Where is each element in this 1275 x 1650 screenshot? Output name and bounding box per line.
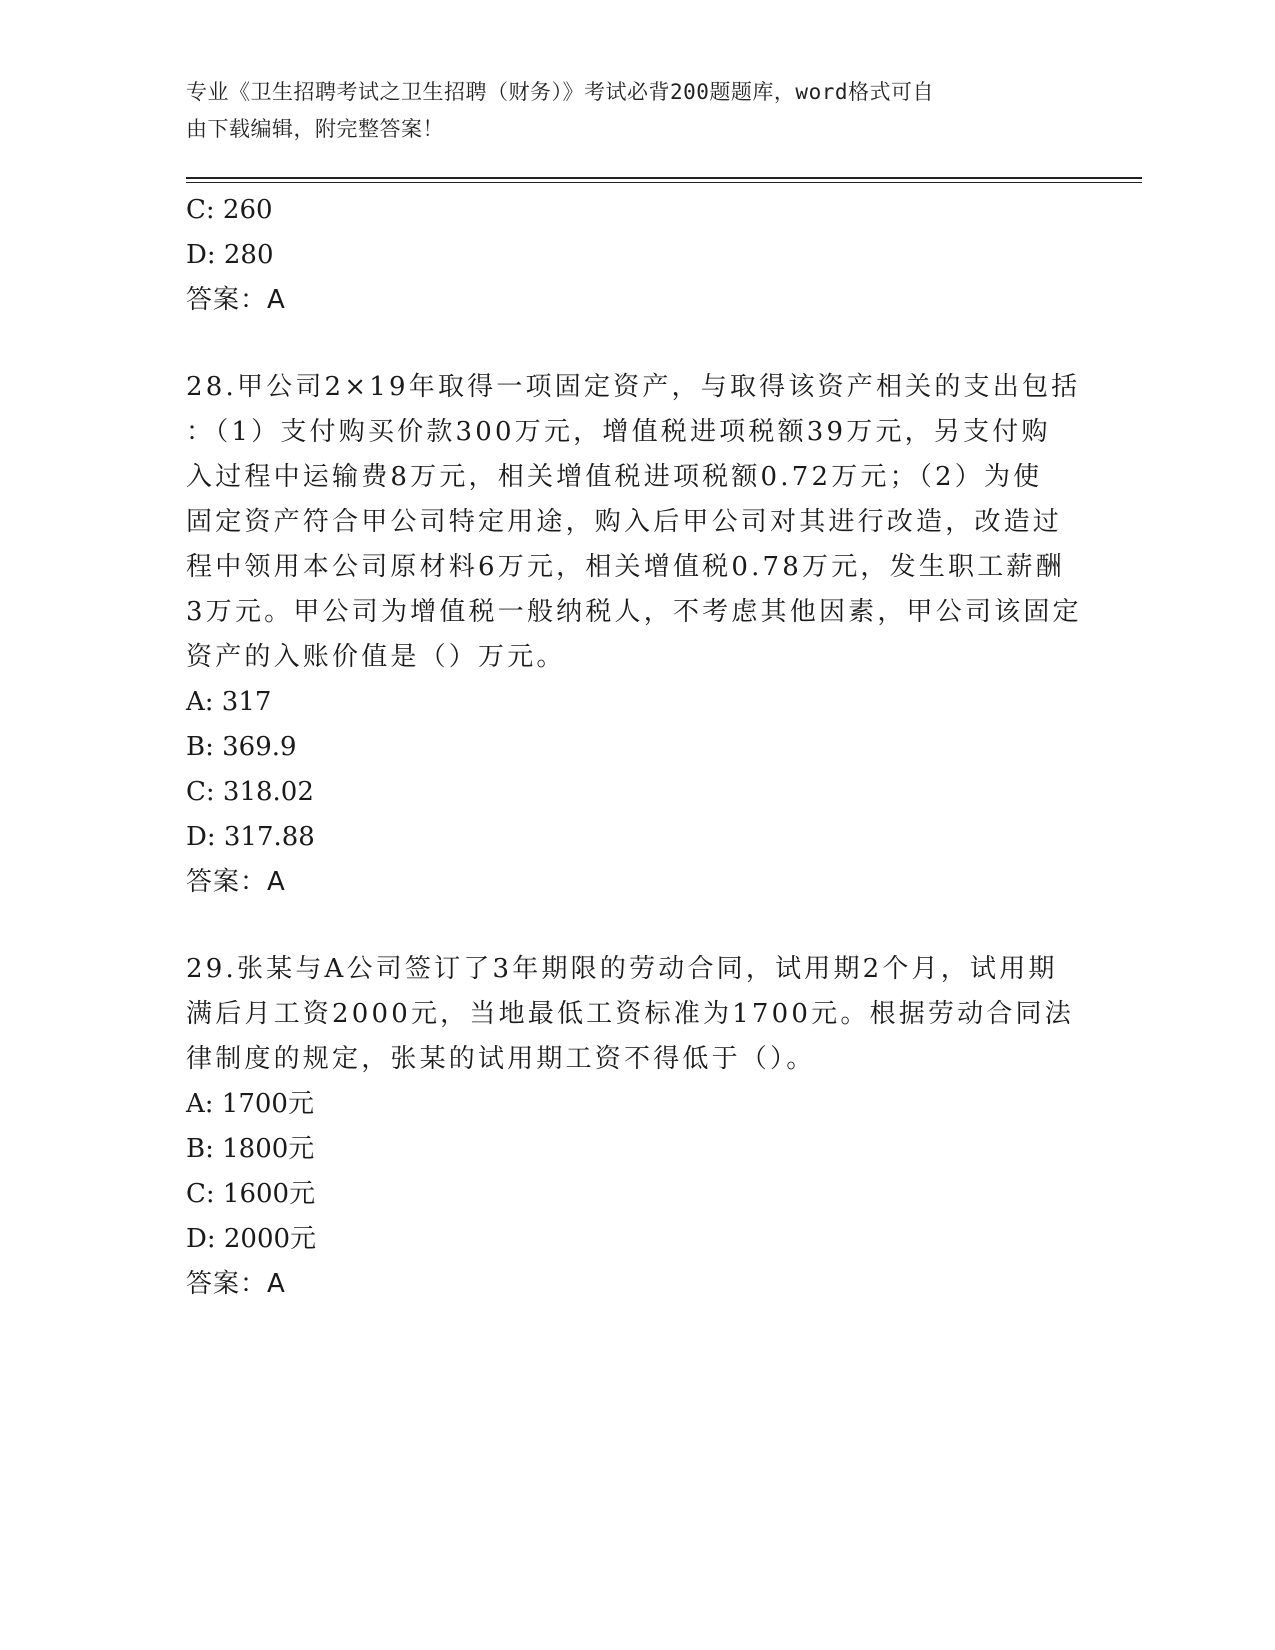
question-line: 3万元。甲公司为增值税一般纳税人，不考虑其他因素，甲公司该固定 <box>186 597 1082 627</box>
header-line-1: 专业《卫生招聘考试之卫生招聘（财务）》考试必背200题题库，word格式可自 <box>186 80 934 104</box>
question-line: 律制度的规定，张某的试用期工资不得低于（）。 <box>186 1044 816 1074</box>
question-line: 程中领用本公司原材料6万元，相关增值税0.78万元，发生职工薪酬 <box>186 552 1065 582</box>
option-c: C: 1600元 <box>186 1179 316 1209</box>
question-line: ：（1）支付购买价款300万元，增值税进项税额39万元，另支付购 <box>186 417 1051 447</box>
header-divider-thick <box>186 177 1142 179</box>
answer-line: 答案：A <box>186 867 286 897</box>
question-line: 入过程中运输费8万元，相关增值税进项税额0.72万元；（2）为使 <box>186 462 1043 492</box>
question-line: 29.张某与A公司签订了3年期限的劳动合同，试用期2个月，试用期 <box>186 954 1058 984</box>
document-body <box>186 188 1086 1307</box>
prev-question-tail <box>186 188 1086 323</box>
question-line: 28.甲公司2×19年取得一项固定资产，与取得该资产相关的支出包括 <box>186 372 1081 402</box>
spacer <box>186 323 1086 365</box>
question-line: 固定资产符合甲公司特定用途，购入后甲公司对其进行改造，改造过 <box>186 507 1063 537</box>
question-text <box>186 947 1086 1082</box>
spacer <box>186 905 1086 947</box>
question-29 <box>186 947 1086 1307</box>
option-c: C: 260 <box>186 195 273 225</box>
option-b: B: 1800元 <box>186 1134 315 1164</box>
answer-line: 答案：A <box>186 1269 286 1299</box>
answer-line: 答案：A <box>186 285 286 315</box>
document-header <box>186 74 1066 148</box>
option-d: D: 2000元 <box>186 1224 317 1254</box>
header-line-2: 由下载编辑，附完整答案！ <box>186 117 444 141</box>
option-b: B: 369.9 <box>186 732 297 762</box>
question-line: 资产的入账价值是（）万元。 <box>186 642 566 672</box>
option-d: D: 317.88 <box>186 822 315 852</box>
option-a: A: 1700元 <box>186 1089 314 1119</box>
option-c: C: 318.02 <box>186 777 314 807</box>
option-a: A: 317 <box>186 687 272 717</box>
header-divider-thin <box>186 182 1142 183</box>
question-text <box>186 365 1086 680</box>
question-28 <box>186 365 1086 905</box>
question-line: 满后月工资2000元，当地最低工资标准为1700元。根据劳动合同法 <box>186 999 1074 1029</box>
option-d: D: 280 <box>186 240 274 270</box>
